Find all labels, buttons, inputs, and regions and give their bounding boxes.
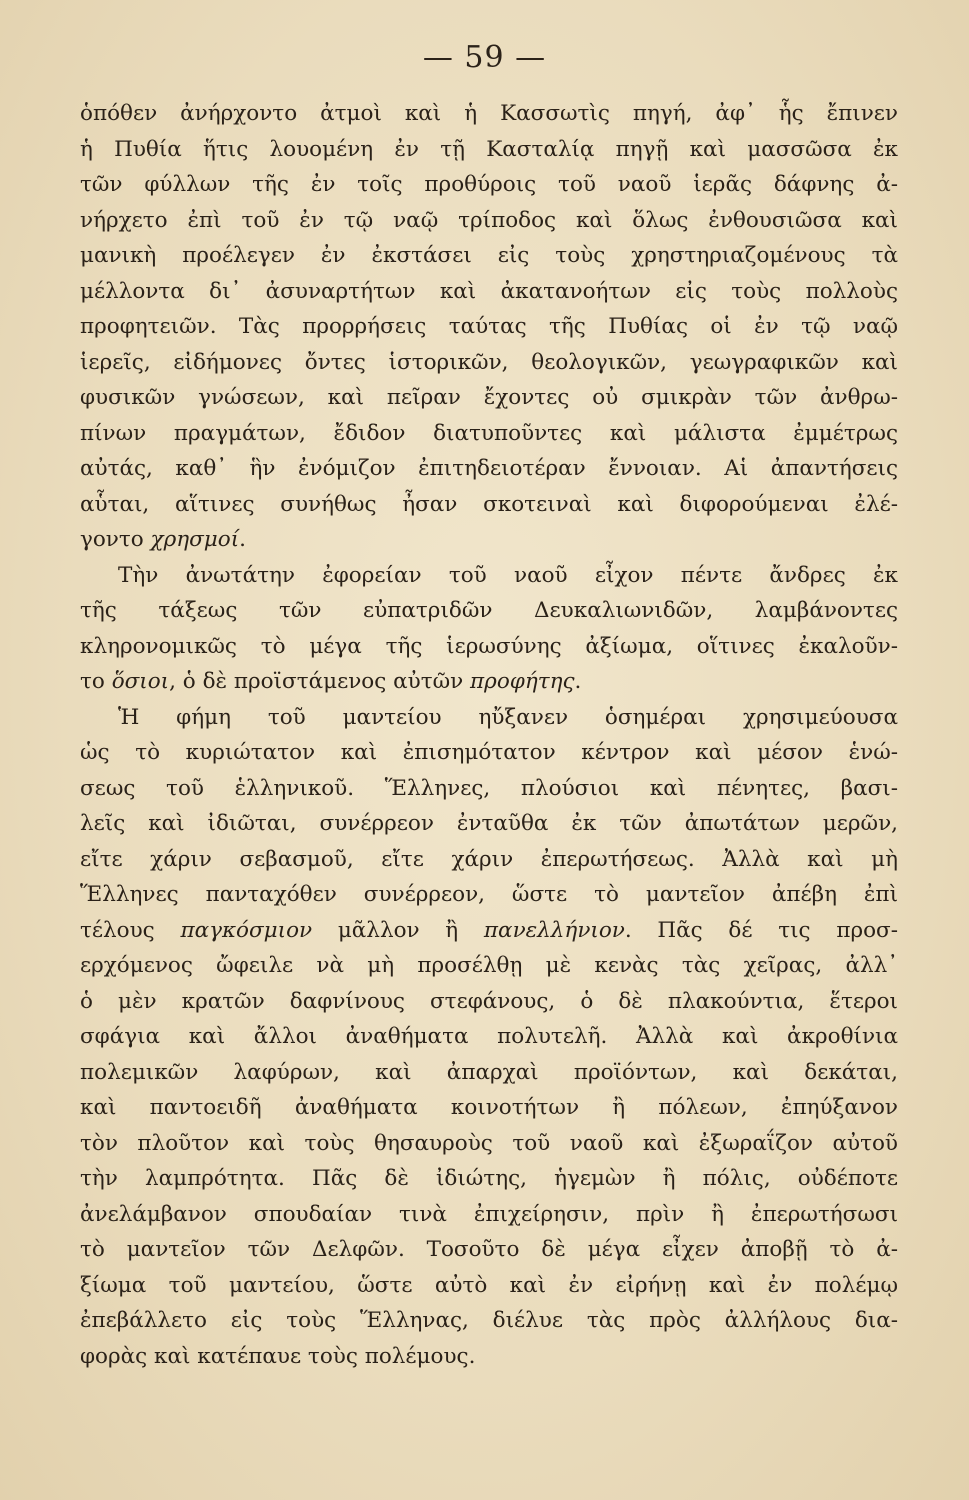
text-line: πολεμικῶν λαφύρων, καὶ ἀπαρχαὶ προϊόντων, καὶ δεκάται, <box>80 1059 898 1085</box>
text-line: ὡς τὸ κυριώτατον καὶ ἐπισημότατον κέντρον καὶ μέσον ἑνώ- <box>80 740 898 765</box>
text-line: τὴν λαμπρότητα. Πᾶς δὲ ἰδιώτης, ἡγεμὼν ἢ πόλις, οὐδέποτε <box>80 1166 898 1191</box>
italic-term: παγκόσμιον <box>180 917 313 943</box>
text-line: ξίωμα τοῦ μαντείου, ὥστε αὐτὸ καὶ ἐν εἰρήνῃ καὶ ἐν πολέμῳ <box>80 1272 898 1298</box>
text-line: Ἕλληνες πανταχόθεν συνέρρεον, ὥστε τὸ μαντεῖον ἀπέβη ἐπὶ <box>80 882 898 907</box>
text-line: τέλους παγκόσμιον μᾶλλον ἢ πανελλήνιον. Πᾶς δέ τις προσ- <box>80 917 898 943</box>
text-line: κληρονομικῶς τὸ μέγα τῆς ἱερωσύνης ἀξίωμα, οἵτινες ἐκαλοῦν- <box>80 633 898 659</box>
text-line: φυσικῶν γνώσεων, καὶ πεῖραν ἔχοντες οὐ σμικρὰν τῶν ἀνθρω- <box>80 385 898 410</box>
text-line: γοντο χρησμοί. <box>80 527 246 552</box>
italic-term: ὅσιοι <box>111 669 170 694</box>
text-line: μέλλοντα δι᾽ ἀσυναρτήτων καὶ ἀκατανοήτων εἰς τοὺς πολλοὺς <box>80 278 898 304</box>
text-line: το ὅσιοι, ὁ δὲ προϊστάμενος αὐτῶν προφήτης. <box>80 669 582 694</box>
text-line: αὗται, αἵτινες συνήθως ἦσαν σκοτειναὶ καὶ διφορούμεναι ἐλέ- <box>80 491 898 517</box>
text-line: μανικὴ προέλεγεν ἐν ἐκστάσει εἰς τοὺς χρηστηριαζομένους τὰ <box>80 243 898 268</box>
text-line: τῶν φύλλων τῆς ἐν τοῖς προθύροις τοῦ ναοῦ ἱερᾶς δάφνης ἀ- <box>80 172 898 197</box>
text-line: λεῖς καὶ ἰδιῶται, συνέρρεον ἐνταῦθα ἐκ τῶν ἀπωτάτων μερῶν, <box>80 811 898 836</box>
paragraph-start-line: Ἡ φήμη τοῦ μαντείου ηὔξανεν ὁσημέραι χρησιμεύουσα <box>118 704 898 730</box>
text-line: πίνων πραγμάτων, ἔδιδον διατυποῦντες καὶ μάλιστα ἐμμέτρως <box>80 420 898 446</box>
paragraph-start-line: Τὴν ἀνωτάτην ἐφορείαν τοῦ ναοῦ εἶχον πέντε ἄνδρες ἐκ <box>118 562 898 588</box>
text-line: προφητειῶν. Τὰς προρρήσεις ταύτας τῆς Πυθίας οἱ ἐν τῷ ναῷ <box>80 314 898 339</box>
text-line: καὶ παντοειδῆ ἀναθήματα κοινοτήτων ἢ πόλεων, ἐπηύξανον <box>80 1095 898 1120</box>
text-line: τῆς τάξεως τῶν εὐπατριδῶν Δευκαλιωνιδῶν, λαμβάνοντες <box>80 598 898 623</box>
text-line: ἐπεβάλλετο εἰς τοὺς Ἕλληνας, διέλυε τὰς πρὸς ἀλλήλους δια- <box>80 1308 898 1333</box>
text-line: ὁπόθεν ἀνήρχοντο ἀτμοὶ καὶ ἡ Κασσωτὶς πηγή, ἀφ᾽ ἧς ἔπινεν <box>80 101 898 126</box>
text-line: σφάγια καὶ ἄλλοι ἀναθήματα πολυτελῆ. Ἀλλὰ καὶ ἀκροθίνια <box>80 1024 898 1049</box>
text-line: ερχόμενος ὤφειλε νὰ μὴ προσέλθῃ μὲ κενὰς τὰς χεῖρας, ἀλλ᾽ <box>80 953 898 978</box>
text-line: νήρχετο ἐπὶ τοῦ ἐν τῷ ναῷ τρίποδος καὶ ὅλως ἐνθουσιῶσα καὶ <box>80 207 898 233</box>
text-line: ἀνελάμβανον σπουδαίαν τινὰ ἐπιχείρησιν, πρὶν ἢ ἐπερωτήσωσι <box>80 1201 898 1227</box>
italic-term: χρησμοί <box>150 527 240 552</box>
text-line: φορὰς καὶ κατέπαυε τοὺς πολέμους. <box>80 1343 476 1369</box>
body-text <box>80 96 898 1374</box>
italic-term: πανελλήνιον <box>483 917 625 943</box>
text-line: τὸν πλοῦτον καὶ τοὺς θησαυροὺς τοῦ ναοῦ καὶ ἐξωραΐζον αὐτοῦ <box>80 1130 898 1156</box>
page-number: — 59 — <box>422 40 547 75</box>
text-line: ἱερεῖς, εἰδήμονες ὄντες ἱστορικῶν, θεολογικῶν, γεωγραφικῶν καὶ <box>80 349 898 375</box>
text-line: τὸ μαντεῖον τῶν Δελφῶν. Τοσοῦτο δὲ μέγα εἶχεν ἀποβῇ τὸ ἀ- <box>80 1237 898 1262</box>
text-line: σεως τοῦ ἑλληνικοῦ. Ἕλληνες, πλούσιοι καὶ πένητες, βασι- <box>80 775 898 801</box>
text-line: ὁ μὲν κρατῶν δαφνίνους στεφάνους, ὁ δὲ πλακούντια, ἕτεροι <box>80 988 898 1014</box>
text-line: εἴτε χάριν σεβασμοῦ, εἴτε χάριν ἐπερωτήσεως. Ἀλλὰ καὶ μὴ <box>80 846 898 872</box>
text-line: ἡ Πυθία ἥτις λουομένη ἐν τῇ Κασταλίᾳ πηγῇ καὶ μασσῶσα ἐκ <box>80 136 898 162</box>
italic-term: προφήτης <box>470 669 575 694</box>
text-line: αὐτάς, καθ᾽ ἣν ἐνόμιζον ἐπιτηδειοτέραν ἔννοιαν. Αἱ ἀπαντήσεις <box>80 456 898 481</box>
